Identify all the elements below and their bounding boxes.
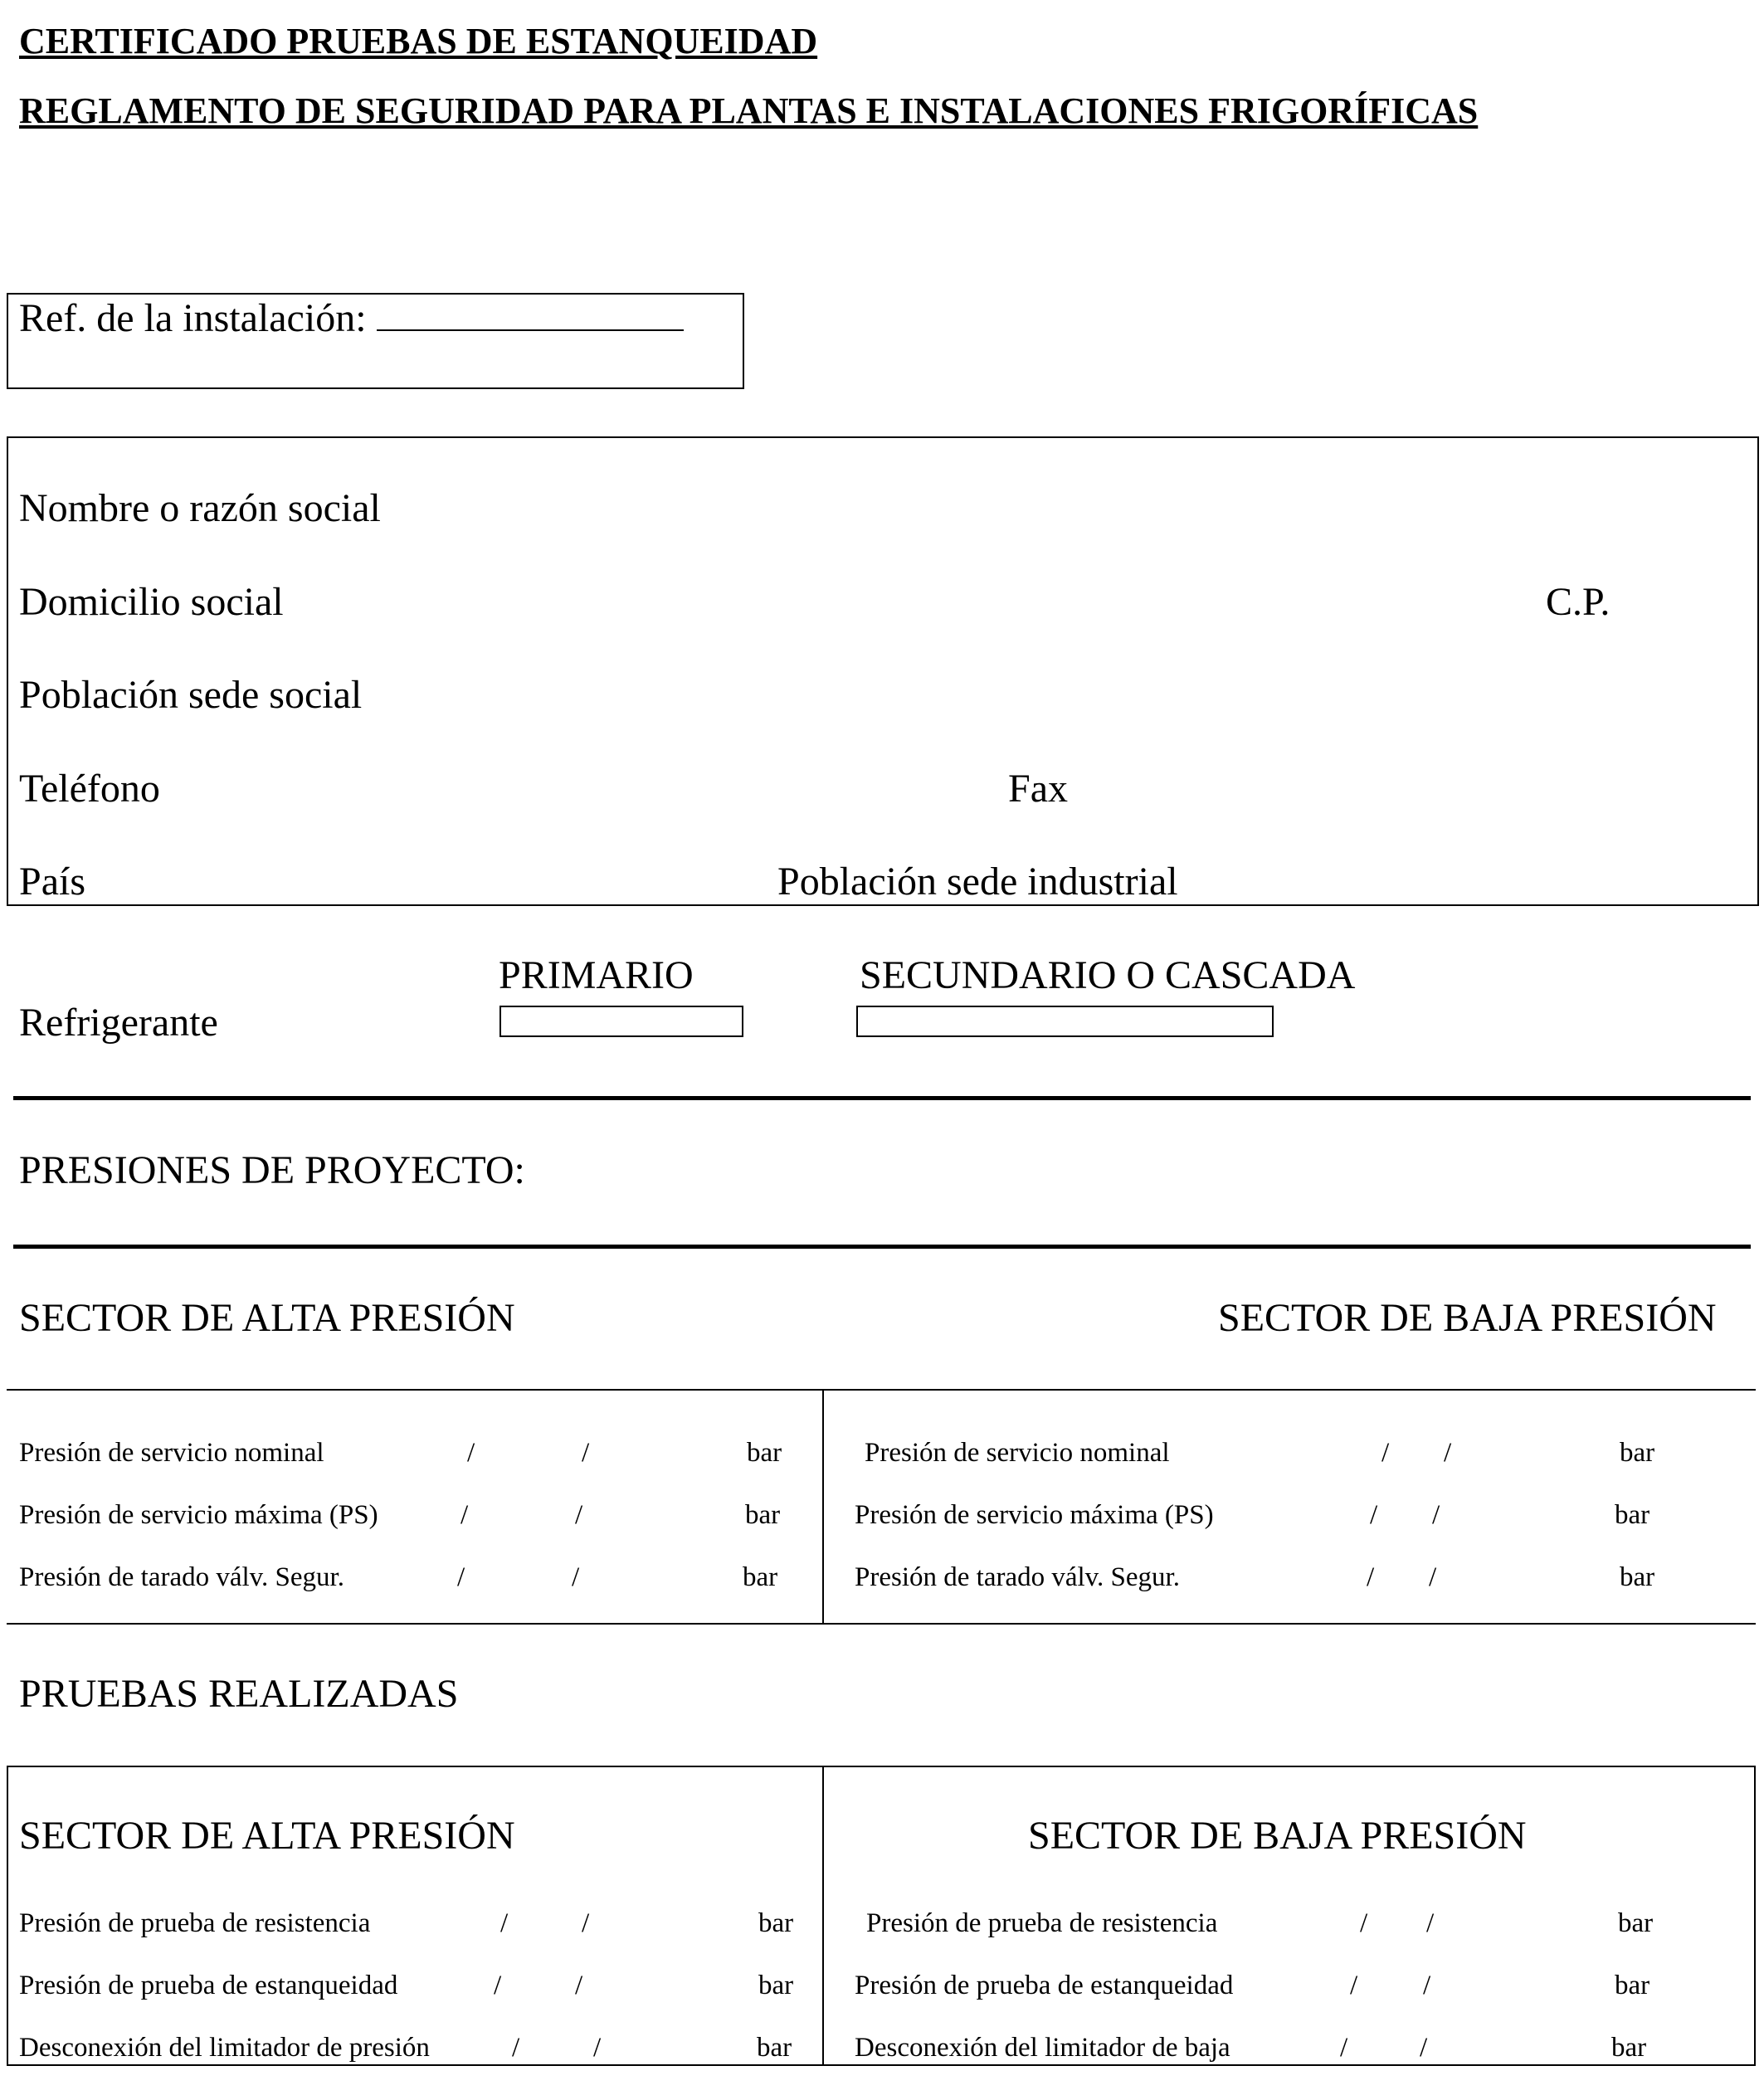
pruebas-alta-row-label: Presión de prueba de resistencia: [19, 1908, 371, 1938]
proyecto-table-divider: [822, 1389, 824, 1625]
unit-bar: bar: [1620, 1438, 1655, 1468]
cp-label: C.P.: [1546, 580, 1611, 624]
slash: /: [1432, 1500, 1440, 1530]
slash: /: [1370, 1500, 1378, 1530]
proyecto-alta-row-label: Presión de servicio máxima (PS): [19, 1500, 378, 1530]
divider-2: [13, 1245, 1751, 1249]
unit-bar: bar: [757, 2033, 792, 2063]
slash: /: [1426, 1908, 1435, 1938]
slash: /: [575, 1971, 583, 2000]
pruebas-alta-row-label: Desconexión del limitador de presión: [19, 2033, 430, 2063]
proyecto-table-bottom: [7, 1623, 1756, 1625]
pruebas-baja-row-label: Desconexión del limitador de baja: [855, 2033, 1230, 2063]
slash: /: [593, 2033, 602, 2063]
slash: /: [460, 1500, 469, 1530]
domicilio-label: Domicilio social: [19, 580, 284, 624]
slash: /: [1381, 1438, 1390, 1468]
unit-bar: bar: [1620, 1562, 1655, 1592]
proyecto-alta-row-label: Presión de servicio nominal: [19, 1438, 324, 1468]
slash: /: [1367, 1562, 1375, 1592]
primario-label: PRIMARIO: [499, 953, 694, 997]
slash: /: [1350, 1971, 1358, 2000]
pruebas-heading: PRUEBAS REALIZADAS: [19, 1672, 459, 1716]
certificate-title: CERTIFICADO PRUEBAS DE ESTANQUEIDAD: [19, 21, 818, 61]
poblacion-label: Población sede social: [19, 673, 363, 717]
unit-bar: bar: [1615, 1971, 1650, 2000]
slash: /: [1429, 1562, 1437, 1592]
unit-bar: bar: [747, 1438, 782, 1468]
unit-bar: bar: [758, 1971, 794, 2000]
proyecto-baja-row-label: Presión de tarado válv. Segur.: [855, 1562, 1180, 1592]
fax-label: Fax: [1008, 767, 1068, 811]
proyecto-alta-heading: SECTOR DE ALTA PRESIÓN: [19, 1296, 515, 1340]
unit-bar: bar: [758, 1908, 794, 1938]
telefono-label: Teléfono: [19, 767, 160, 811]
slash: /: [494, 1971, 502, 2000]
slash: /: [1340, 2033, 1348, 2063]
pruebas-alta-heading: SECTOR DE ALTA PRESIÓN: [19, 1814, 515, 1858]
pruebas-alta-row-label: Presión de prueba de estanqueidad: [19, 1971, 398, 2000]
ref-input-line[interactable]: [377, 300, 684, 331]
primario-field[interactable]: [499, 1006, 743, 1037]
poblacion-industrial-label: Población sede industrial: [777, 860, 1178, 904]
proyecto-baja-row-label: Presión de servicio nominal: [865, 1438, 1170, 1468]
pruebas-baja-heading: SECTOR DE BAJA PRESIÓN: [1028, 1814, 1527, 1858]
unit-bar: bar: [745, 1500, 781, 1530]
regulation-title: REGLAMENTO DE SEGURIDAD PARA PLANTAS E INSTALACIONES FRIGORÍFICAS: [19, 90, 1479, 131]
pruebas-baja-row-label: Presión de prueba de resistencia: [866, 1908, 1218, 1938]
nombre-label: Nombre o razón social: [19, 486, 381, 530]
proyecto-table-top: [7, 1389, 1756, 1391]
ref-label: Ref. de la instalación:: [19, 296, 367, 340]
proyecto-baja-heading: SECTOR DE BAJA PRESIÓN: [1218, 1296, 1717, 1340]
pruebas-baja-row-label: Presión de prueba de estanqueidad: [855, 1971, 1234, 2000]
proyecto-baja-row-label: Presión de servicio máxima (PS): [855, 1500, 1214, 1530]
slash: /: [575, 1500, 583, 1530]
slash: /: [572, 1562, 580, 1592]
pais-label: País: [19, 860, 86, 904]
slash: /: [500, 1908, 509, 1938]
ref-label-row: [19, 295, 684, 341]
slash: /: [1420, 2033, 1428, 2063]
divider-1: [13, 1096, 1751, 1100]
slash: /: [582, 1438, 590, 1468]
presiones-heading: PRESIONES DE PROYECTO:: [19, 1148, 525, 1192]
secundario-label: SECUNDARIO O CASCADA: [860, 953, 1356, 997]
unit-bar: bar: [743, 1562, 778, 1592]
pruebas-table-divider: [822, 1766, 824, 2066]
refrigerante-label: Refrigerante: [19, 1001, 218, 1045]
slash: /: [582, 1908, 590, 1938]
unit-bar: bar: [1611, 2033, 1647, 2063]
slash: /: [457, 1562, 465, 1592]
secundario-field[interactable]: [856, 1006, 1274, 1037]
slash: /: [1360, 1908, 1368, 1938]
slash: /: [1444, 1438, 1452, 1468]
unit-bar: bar: [1615, 1500, 1650, 1530]
slash: /: [467, 1438, 475, 1468]
proyecto-alta-row-label: Presión de tarado válv. Segur.: [19, 1562, 344, 1592]
slash: /: [1423, 1971, 1431, 2000]
unit-bar: bar: [1618, 1908, 1654, 1938]
slash: /: [512, 2033, 520, 2063]
